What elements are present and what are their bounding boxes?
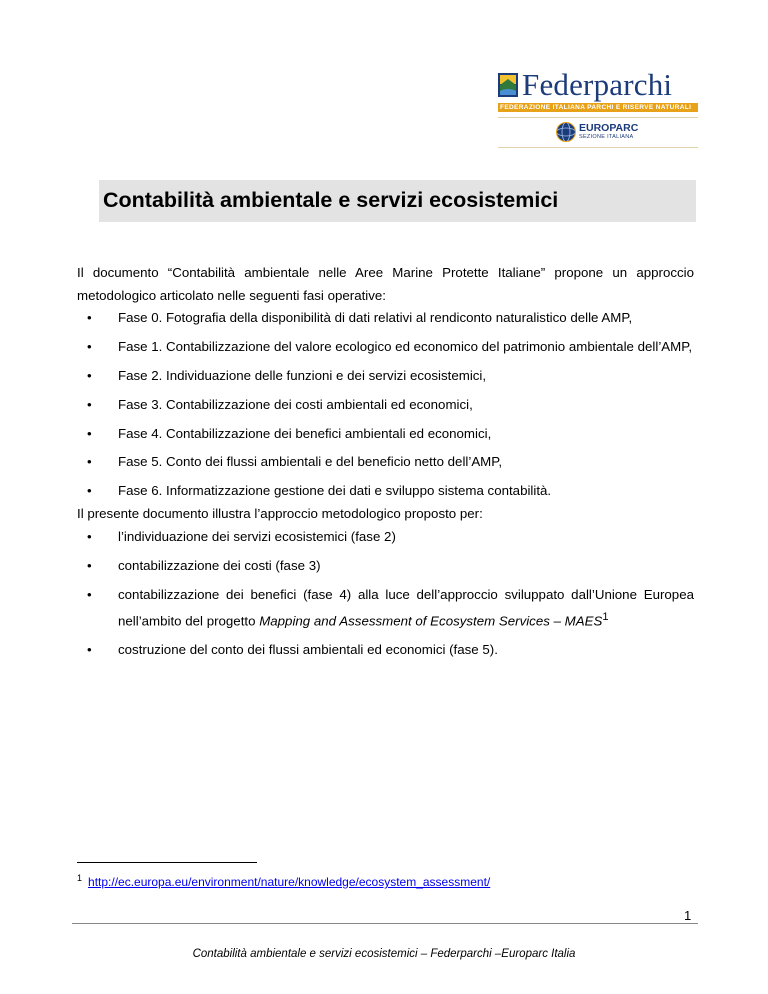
footnote-number: 1 [77,873,83,883]
bullet: • [87,454,92,470]
list-item [77,365,694,388]
bullet: • [87,586,92,602]
topic-list [77,526,694,662]
logo-top [498,68,698,102]
page-number: 1 [684,908,692,923]
page-footer: Contabilità ambientale e servizi ecosistemici – Federparchi –Europarc Italia [192,948,576,960]
second-intro-paragraph: Il presente documento illustra l’approccio metodologico proposto per: [77,506,483,522]
list-item [77,394,694,417]
list-item [77,451,694,474]
europarc-subtitle: SEZIONE ITALIANA [579,134,634,140]
document-body [77,262,694,668]
footnote [77,870,490,890]
list-item [77,555,694,578]
footnote-ref[interactable]: 1 [602,611,609,624]
phase-text: Fase 3. Contabilizzazione dei costi ambientali ed economici, [118,396,473,412]
logo-tagline: FEDERAZIONE ITALIANA PARCHI E RISERVE NATURALI [498,103,698,112]
list-item [77,639,694,662]
phase-list [77,307,694,503]
footnote-link[interactable]: http://ec.europa.eu/environment/nature/knowledge/ecosystem_assessment/ [88,875,491,889]
list-item [77,423,694,446]
footnote-divider [77,862,257,863]
bullet: • [87,528,92,544]
topic-text: l’individuazione dei servizi ecosistemici (fase 2) [118,528,396,544]
title-box [99,180,696,222]
bullet: • [87,367,92,383]
europarc-name: EUROPARC [579,122,639,134]
europarc-logo [556,122,698,142]
topic-text: costruzione del conto dei flussi ambientali ed economici (fase 5). [118,642,498,658]
list-item [77,307,694,330]
bullet: • [87,557,92,573]
globe-icon [556,122,576,142]
footer-divider [72,923,698,924]
bullet: • [87,425,92,441]
topic-text: contabilizzazione dei benefici (fase 4) alla luce dell’approccio sviluppato dall’Unione Europea nell’ambito del progetto [118,586,694,629]
list-item [77,480,694,503]
phase-text: Fase 1. Contabilizzazione del valore ecologico ed economico del patrimonio ambientale dell’AMP, [118,338,693,354]
list-item [77,584,694,633]
logo-name: Federparchi [522,67,673,102]
bullet: • [87,396,92,412]
bullet: • [87,642,92,658]
phase-text: Fase 2. Individuazione delle funzioni e dei servizi ecosistemici, [118,367,487,383]
phase-text: Fase 4. Contabilizzazione dei benefici ambientali ed economici, [118,425,492,441]
europarc-text [579,123,638,141]
emblem-icon [498,73,518,97]
topic-text: contabilizzazione dei costi (fase 3) [118,557,321,573]
phase-text: Fase 6. Informatizzazione gestione dei dati e sviluppo sistema contabilità. [118,483,552,499]
logo-divider-bottom [498,147,698,148]
bullet: • [87,338,92,354]
intro-paragraph: Il documento “Contabilità ambientale nelle Aree Marine Protette Italiane” propone un approccio metodologico articolato nelle seguenti fasi operative: [77,265,694,303]
project-name: Mapping and Assessment of Ecosystem Services – MAES [259,613,603,629]
phase-text: Fase 0. Fotografia della disponibilità di dati relativi al rendiconto naturalistico delle AMP, [118,310,633,325]
phase-text: Fase 5. Conto dei flussi ambientali e del beneficio netto dell’AMP, [118,454,503,470]
logo-divider [498,117,698,118]
list-item [77,336,694,359]
page-title: Contabilità ambientale e servizi ecosistemici [103,188,559,212]
list-item [77,526,694,549]
bullet: • [87,483,92,499]
bullet: • [87,310,92,325]
federparchi-logo [498,68,698,148]
